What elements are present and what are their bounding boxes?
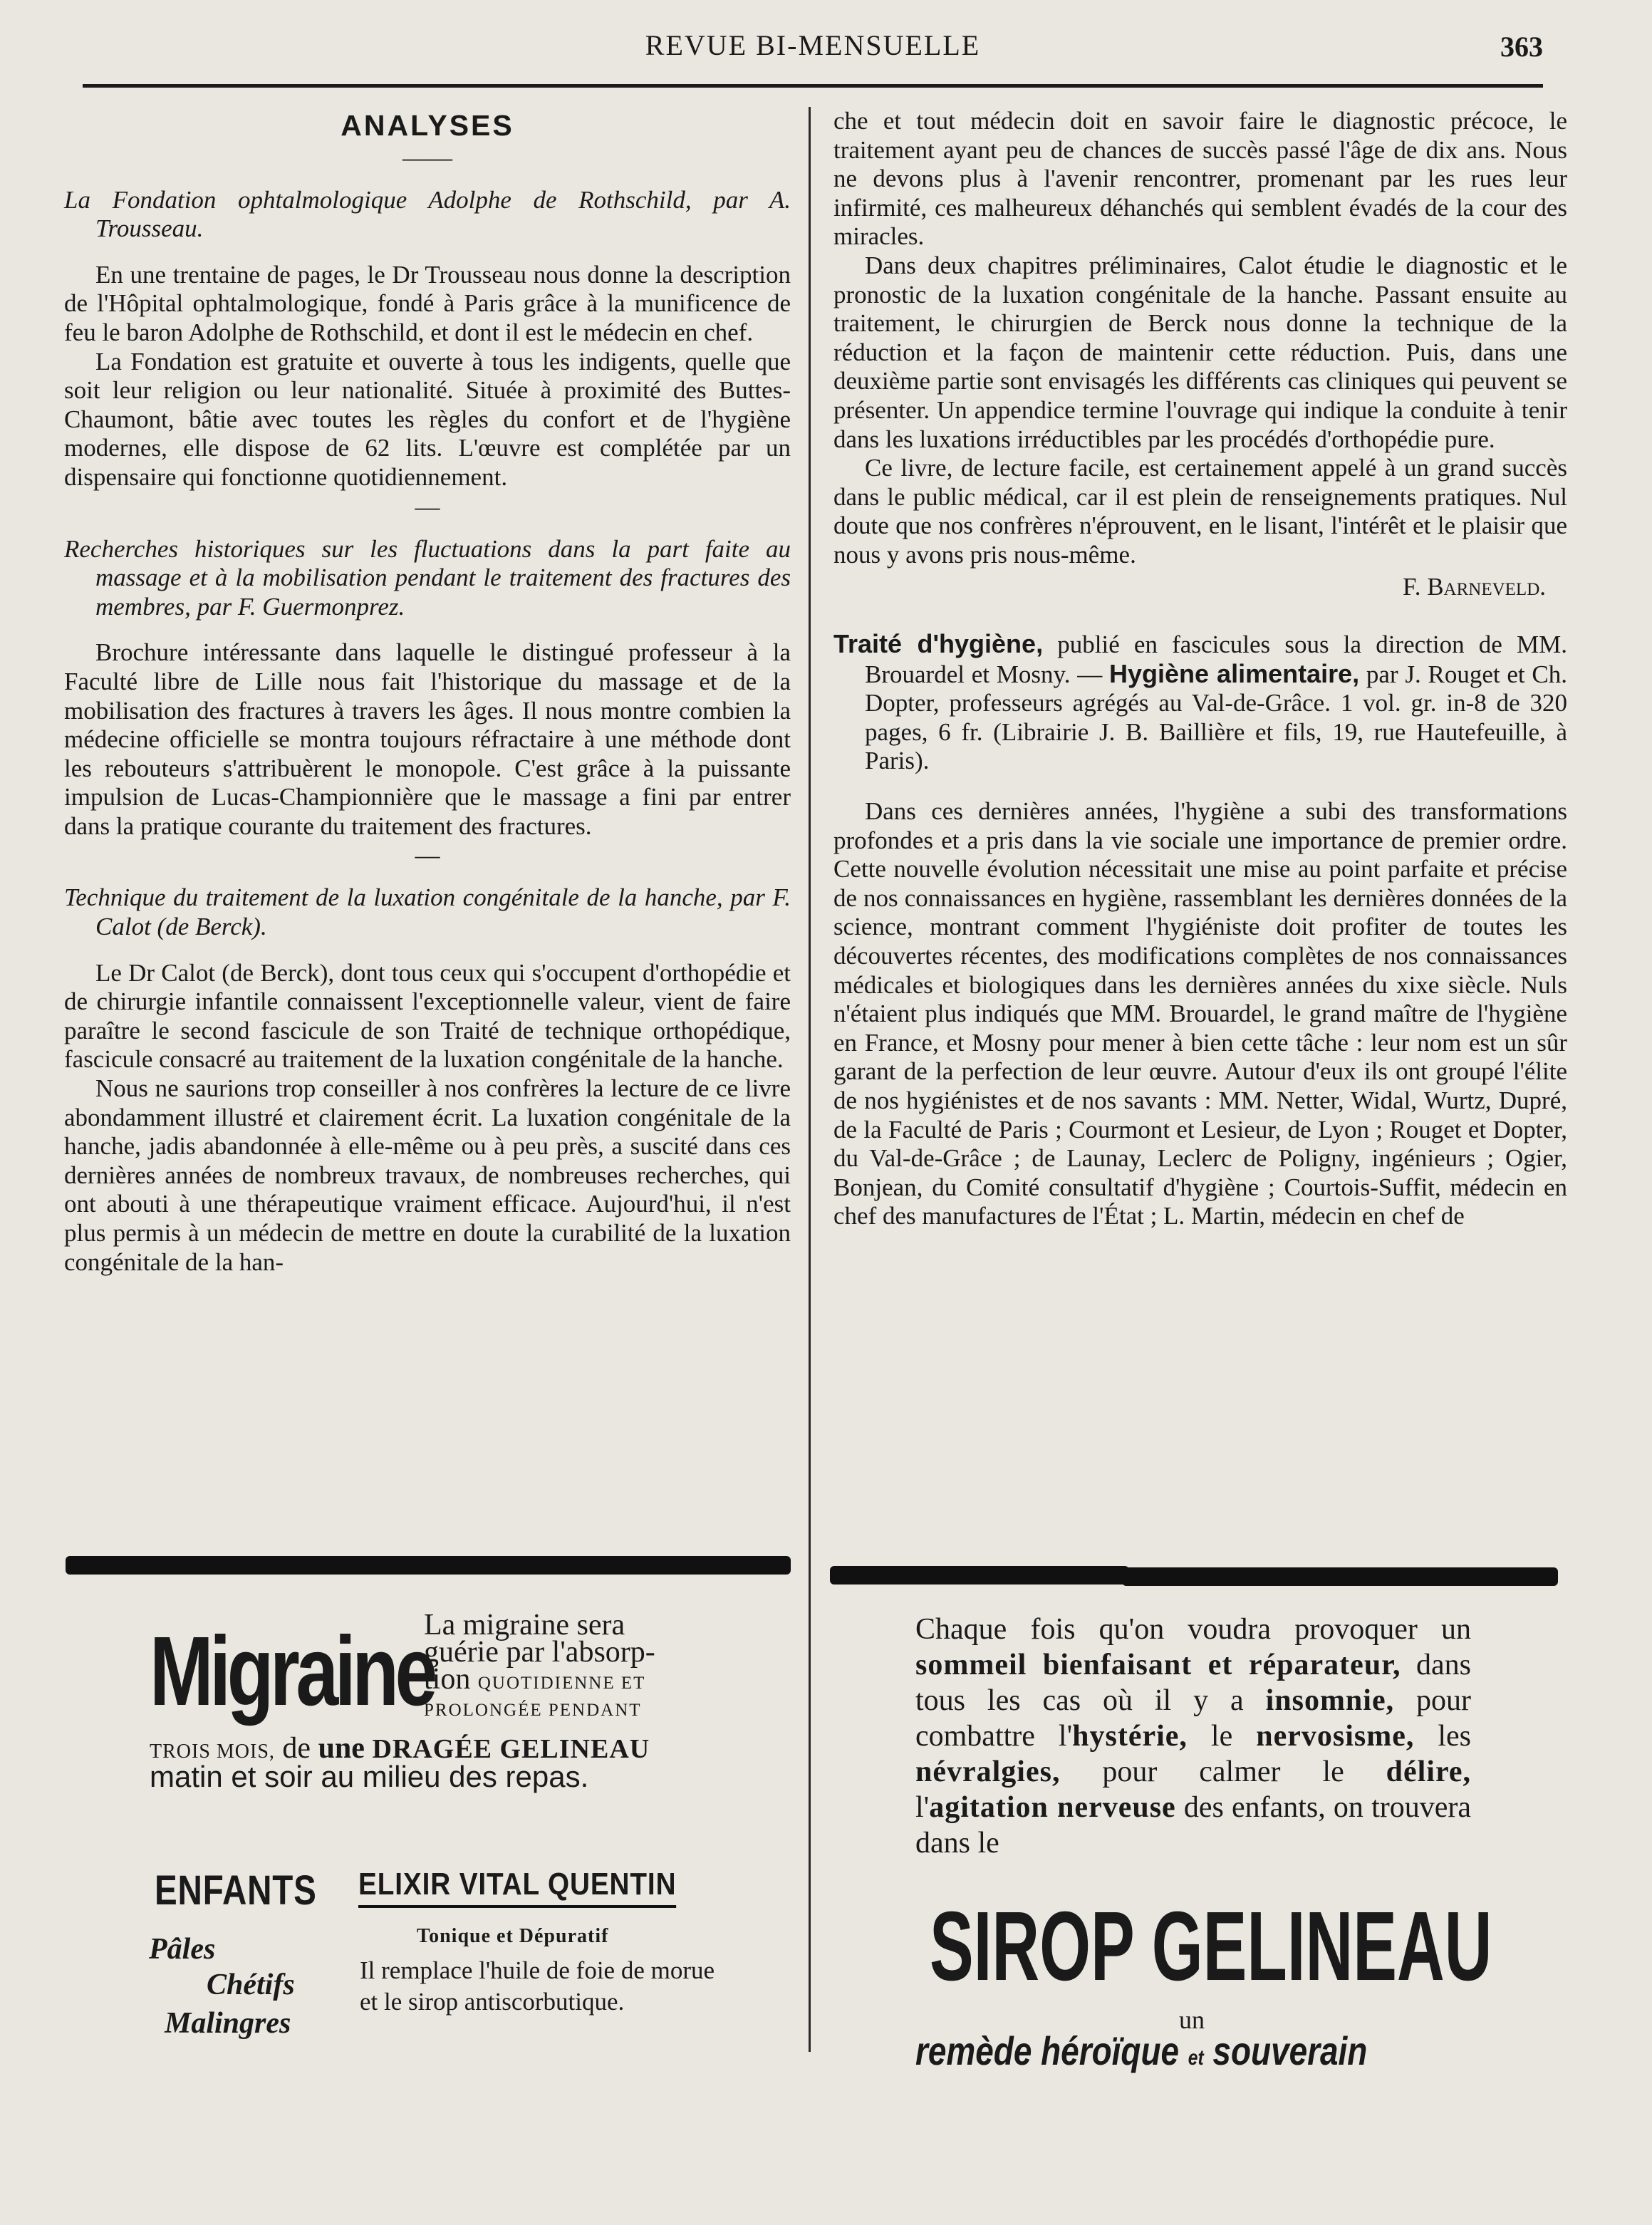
ad-adjective: Malingres [165,2007,291,2040]
ad-separator-bar [1122,1567,1558,1586]
sirop-advertisement [915,1612,1492,2073]
ad-text: et [1188,2046,1204,2070]
migraine-headline: Migraine [150,1617,434,1726]
article-title: La Fondation ophtalmologique Adolphe de Rothschild, par A. Trousseau. [64,185,791,243]
ad-text: tion [424,1663,471,1696]
book-subtitle: Hygiène alimentaire, [1108,658,1360,688]
book-citation-text: publié en fascicules sous la direction de MM. Brouardel et Mosny. — [865,631,1567,688]
ad-emphasis: insomnie, [1265,1684,1395,1717]
ad-tagline [915,2028,1367,2074]
section-title: ANALYSES [341,109,514,142]
book-citation-text: par J. Rouget et Ch. Dopter, professeurs agrégés au Val-de-Grâce. 1 vol. gr. in-8 de 320 pages, 6 fr. (Librairie J. B. Baillière et fils, 19, rue Hautefeuille, à Paris). [865,660,1567,775]
ad-text: le [1187,1720,1257,1753]
ad-text: pour calmer le [1060,1755,1386,1788]
article-separator: — [415,841,440,870]
ad-adjective: Chétifs [207,1969,295,2001]
ad-text: dans tous les cas où il y a [915,1649,1471,1717]
ad-headline: ENFANTS [155,1867,317,1914]
article-paragraph: Dans ces dernières années, l'hygiène a subi des transformations profondes et a pris dans la vie sociale une importance de premier ordre. Cette nouvelle évolution nécessitait une mise au point parfaite et précise de nos connaissances en hygiène, rassemblant les dernières données de la science, montrant comment l'hygiéniste doit profiter de toutes les découvertes récentes, des modifications complètes de nos connaissances médicales et biologiques dans les dernières années du xixe siècle. Nuls n'étaient plus indiqués que MM. Brouardel, le grand maître de l'hygiène en France, et Mosny pour mener à bien cette tâche : leur nom est un sûr garant de la perfection de leur œuvre. Autour d'eux ils ont groupé l'élite de nos hygiénistes et de nos savants : MM. Netter, Widal, Wurtz, Dupré, de la Faculté de Paris ; Courmont et Lesieur, de Lyon ; Rouget et Dopter, du Val-de-Grâce ; de Launay, Leclerc de Poligny, ingénieurs ; Ogier, Bonjean, du Comité consultatif d'hygiène ; Courtois-Suffit, médecin en chef des manufactures de l'État ; L. Martin, médecin en chef de [833,797,1567,1230]
ad-line: La migraine sera [424,1609,625,1641]
ad-emphasis: sommeil bienfaisant et réparateur, [915,1649,1401,1681]
ad-emphasis: nervosisme, [1256,1720,1415,1753]
author-signature: F. Barneveld. [1403,572,1546,601]
book-citation [833,630,1567,776]
article-title: Technique du traitement de la luxation congénitale de la hanche, par F. Calot (de Berck). [64,883,791,941]
article-paragraph: Brochure intéressante dans laquelle le distingué professeur à la Faculté libre de Lille nous fait l'historique du massage et de la mobilisation des fractures à travers les âges. Il nous montre combien la médecine officielle se montra toujours réfractaire à une méthode dont les rebouteurs s'attribuèrent le monopole. C'est grâce à la puissante impulsion de Lucas-Championnière que le massage a fini par entrer dans la pratique courante du traitement des fractures. [64,638,791,840]
ad-text: TROIS MOIS, [150,1741,275,1763]
ad-text: souverain [1203,2028,1368,2073]
ad-text: QUOTIDIENNE ET [477,1674,646,1693]
ad-separator-bar [66,1556,791,1575]
ad-text: remède héroïque [915,2028,1188,2073]
article-paragraph: Nous ne saurions trop conseiller à nos confrères la lecture de ce livre abondamment illustré et clairement écrit. La luxation congénitale de la hanche, jadis abandonnée à elle-même ou à peu près, a suscité dans ces dernières années de nombreux travaux, de nombreuses recherches, qui ont abouti à une thérapeutique vraiment efficace. Aujourd'hui, il n'est plus permis à un médecin de mettre en doute la curabilité de la luxation congénitale de la han- [64,1074,791,1276]
ad-emphasis: délire, [1386,1755,1471,1788]
journal-title: REVUE BI-MENSUELLE [645,29,981,61]
ad-text: de [274,1732,318,1765]
article-paragraph: Dans deux chapitres préliminaires, Calot étudie le diagnostic et le pronostic de la luxation congénitale de la hanche. Passant ensuite au traitement, le chirurgien de Berck nous donne la technique de la réduction et la façon de maintenir cette réduction. Puis, dans une deuxième partie sont envisagés les différents cas cliniques qui peuvent se présenter. Un appendice termine l'ouvrage qui indique la conduite à tenir dans les luxations irréductibles par les procédés d'orthopédie pure. [833,251,1567,453]
ad-separator-bar [830,1566,1129,1585]
ad-text: une [318,1732,365,1765]
migraine-copy [424,1609,716,1724]
article-title: Recherches historiques sur les fluctuations dans la part faite au massage et à la mobilisation pendant le traitement des fractures des membres, par F. Guermonprez. [64,534,791,621]
running-header [83,28,1543,88]
ad-line [424,1663,716,1697]
elixir-advertisement [146,1867,716,2052]
ad-emphasis: hystérie, [1072,1720,1188,1753]
ad-emphasis: névralgies, [915,1755,1061,1788]
ad-product-name: SIROP GELINEAU [930,1892,1492,2001]
ad-line: guérie par l'absorp- [424,1636,655,1669]
book-title: Traité d'hygiène, [833,629,1044,659]
ad-copy [915,1612,1471,1861]
ad-adjective: Pâles [149,1933,216,1966]
ad-text: Chaque fois qu'on voudra provoquer un [915,1613,1471,1646]
ad-line: PROLONGÉE PENDANT [424,1701,642,1720]
article-paragraph: che et tout médecin doit en savoir faire le diagnostic précoce, le traitement ayant peu de chances de succès passé l'âge de dix ans. Nous ne devons plus à l'avenir rencontrer, promenant par les rues leur infirmité, ces malheureux déhanchés qui semblent évadés de la cour des miracles. [833,107,1567,251]
ad-product-name: DRAGÉE GELINEAU [364,1734,650,1764]
section-dash: —— [402,143,452,172]
ad-text: un [1179,2006,1205,2034]
ad-text: pour combattre l' [915,1684,1471,1753]
article-separator: — [415,492,440,521]
header-rule [83,84,1543,88]
ad-product-name: ELIXIR VITAL QUENTIN [358,1867,676,1908]
ad-text: l' [915,1791,930,1824]
ad-text: les [1414,1720,1471,1753]
right-column [833,107,1567,1231]
column-divider [809,107,811,2052]
article-paragraph: La Fondation est gratuite et ouverte à tous les indigents, quelle que soit leur religion ou leur nationalité. Située à proximité des Buttes-Chaumont, bâtie avec toutes les règles du confort et de l'hygiène modernes, elle dispose de 62 lits. L'œuvre est complétée par un dispensaire qui fonctionne quotidiennement. [64,347,791,491]
migraine-advertisement [150,1609,719,1804]
left-column [64,107,791,1277]
ad-emphasis: agitation nerveuse [929,1791,1176,1824]
ad-copy: Il remplace l'huile de foie de morue et le sirop antiscorbutique. [360,1956,715,2016]
ad-line: matin et soir au milieu des repas. [150,1760,589,1793]
ad-text: des enfants, on trouvera dans le [915,1791,1471,1860]
ad-subtitle: Tonique et Dépuratif [417,1925,609,1947]
article-paragraph: Ce livre, de lecture facile, est certainement appelé à un grand succès dans le public médical, car il est plein de renseignements pratiques. Nul doute que nos confrères n'éprouvent, en le lisant, l'intérêt et le plaisir que nous y avons pris nous-même. [833,454,1567,569]
article-paragraph: En une trentaine de pages, le Dr Trousseau nous donne la description de l'Hôpital ophtalmologique, fondé à Paris grâce à la munificence de feu le baron Adolphe de Rothschild, et dont il est le médecin en chef. [64,260,791,346]
article-paragraph: Le Dr Calot (de Berck), dont tous ceux qui s'occupent d'orthopédie et de chirurgie infantile connaissent l'exceptionnelle valeur, vient de faire paraître le second fascicule de son Traité de technique orthopédique, fascicule consacré au traitement de la luxation congénitale de la hanche. [64,958,791,1074]
page-number: 363 [1500,31,1543,63]
